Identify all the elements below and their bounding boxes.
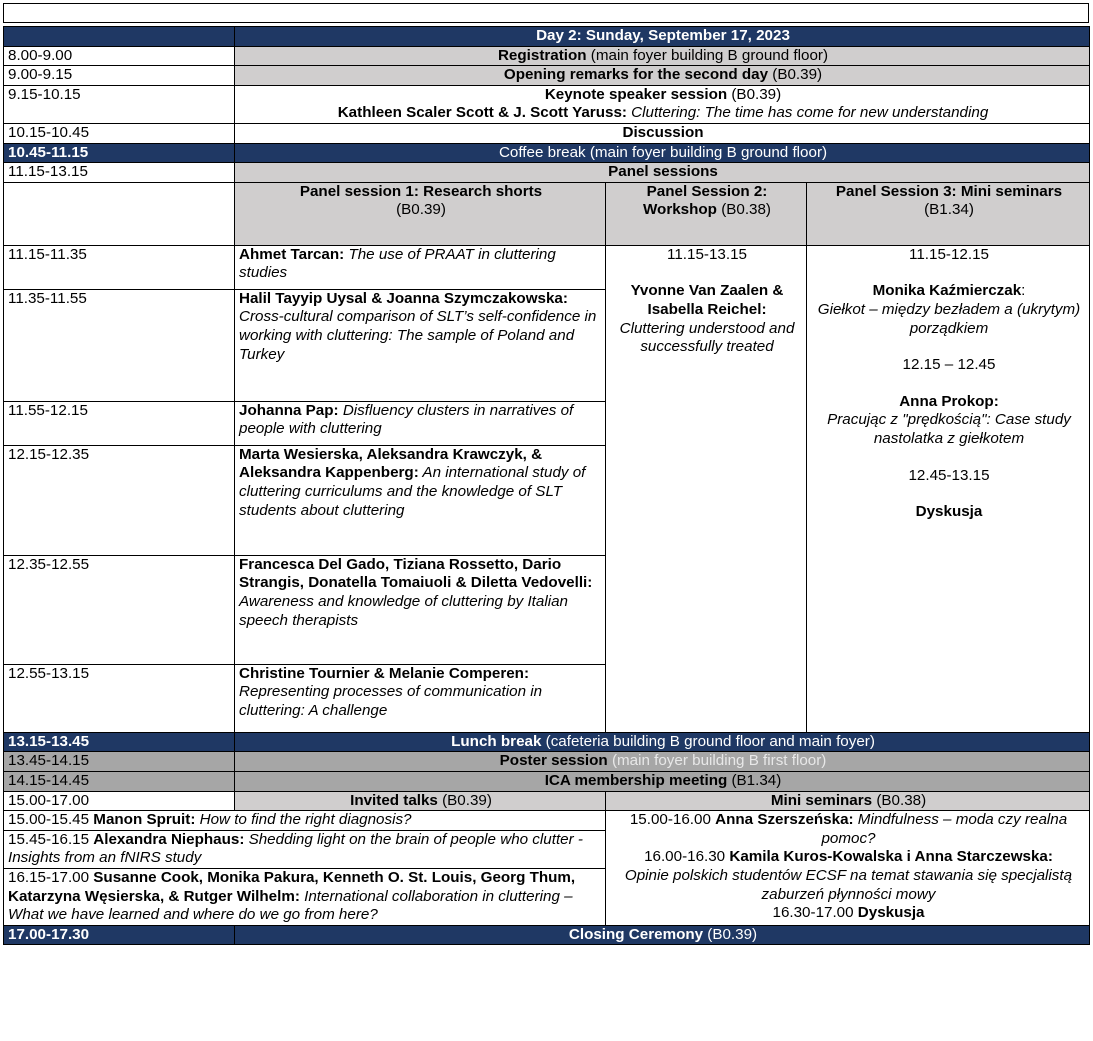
event-cell: Closing Ceremony (B0.39) (235, 925, 1090, 945)
panel-header-spacer (4, 182, 235, 245)
research-short-row (4, 245, 1090, 289)
time-cell: 9.15-10.15 (4, 85, 235, 123)
schedule-row-registration (4, 46, 1090, 66)
time-cell: 14.15-14.45 (4, 771, 235, 791)
time-cell: 12.15-12.35 (4, 445, 235, 555)
day-header-row (4, 27, 1090, 47)
invited-talk-cell: 16.15-17.00 Susanne Cook, Monika Pakura, Kenneth O. St. Louis, Georg Thum, Katarzyna Węsierska, & Rutger Wilhelm: International collaboration in cluttering – What we have learned and where do we go from here? (4, 868, 606, 925)
time-cell: 8.00-9.00 (4, 46, 235, 66)
mini-seminars-header: Mini seminars (B0.38) (606, 791, 1090, 811)
time-cell: 9.00-9.15 (4, 66, 235, 86)
event-cell: Opening remarks for the second day (B0.39) (235, 66, 1090, 86)
afternoon-mini-seminars-cell: 15.00-16.00 Anna Szerszeńska: Mindfulness – moda czy realna pomoc? 16.00-16.30 Kamila Kuros-Kowalska i Anna Starczewska: Opinie polskich studentów ECSF na temat stawania się specjalistą zaburzeń płynności mowy 16.30-17.00 Dyskusja (606, 811, 1090, 926)
research-short-cell: Marta Wesierska, Aleksandra Krawczyk, & Aleksandra Kappenberg: An international study of cluttering curriculums and the knowledge of SLT students about cluttering (235, 445, 606, 555)
event-cell: Panel sessions (235, 163, 1090, 183)
invited-talk-cell: 15.00-15.45 Manon Spruit: How to find the right diagnosis? (4, 811, 606, 831)
invited-talk-cell: 15.45-16.15 Alexandra Niephaus: Shedding light on the brain of people who clutter - Insights from an fNIRS study (4, 830, 606, 868)
research-short-cell: Francesca Del Gado, Tiziana Rossetto, Dario Strangis, Donatella Tomaiuoli & Diletta Vedovelli: Awareness and knowledge of cluttering by Italian speech therapists (235, 555, 606, 664)
schedule-row-panels (4, 163, 1090, 183)
research-short-cell: Christine Tournier & Melanie Comperen: Representing processes of communication in cluttering: A challenge (235, 664, 606, 732)
event-cell: ICA membership meeting (B1.34) (235, 771, 1090, 791)
schedule-row-poster (4, 752, 1090, 772)
time-cell: 11.55-12.15 (4, 401, 235, 445)
time-cell: 17.00-17.30 (4, 925, 235, 945)
time-cell: 11.15-11.35 (4, 245, 235, 289)
time-cell: 15.00-17.00 (4, 791, 235, 811)
schedule-row-keynote (4, 85, 1090, 123)
time-cell: 10.45-11.15 (4, 143, 235, 163)
time-cell: 13.45-14.15 (4, 752, 235, 772)
invited-talk-row (4, 811, 1090, 831)
schedule-row-coffee (4, 143, 1090, 163)
schedule-row-opening (4, 66, 1090, 86)
afternoon-header-row (4, 791, 1090, 811)
event-cell: Coffee break (main foyer building B ground floor) (235, 143, 1090, 163)
mini-seminar-panel-cell: 11.15-12.15 Monika Kaźmierczak: Giełkot – między bezładem a (ukrytym) porządkiem 12.15 – 12.45 Anna Prokop: Pracując z "prędkością": Case study nastolatka z giełkotem 12.45-13.15 Dyskusja (807, 245, 1090, 732)
schedule-row-discussion (4, 123, 1090, 143)
research-short-cell: Halil Tayyip Uysal & Joanna Szymczakowska: Cross-cultural comparison of SLT’s self-confidence in working with cluttering: The sample of Poland and Turkey (235, 289, 606, 401)
event-cell: Discussion (235, 123, 1090, 143)
schedule-table (3, 26, 1090, 945)
event-cell: Lunch break (cafeteria building B ground floor and main foyer) (235, 732, 1090, 752)
research-short-cell: Johanna Pap: Disfluency clusters in narratives of people with cluttering (235, 401, 606, 445)
panel-header-row (4, 182, 1090, 245)
invited-talks-header: Invited talks (B0.39) (235, 791, 606, 811)
time-cell: 11.35-11.55 (4, 289, 235, 401)
time-cell: 13.15-13.45 (4, 732, 235, 752)
schedule-row-lunch (4, 732, 1090, 752)
time-cell: 10.15-10.45 (4, 123, 235, 143)
research-short-cell: Ahmet Tarcan: The use of PRAAT in cluttering studies (235, 245, 606, 289)
schedule-row-ica (4, 771, 1090, 791)
workshop-cell: 11.15-13.15 Yvonne Van Zaalen & Isabella Reichel: Cluttering understood and successfully treated (606, 245, 807, 732)
schedule-row-closing (4, 925, 1090, 945)
time-cell: 12.35-12.55 (4, 555, 235, 664)
event-cell: Keynote speaker session (B0.39) Kathleen Scaler Scott & J. Scott Yaruss: Cluttering: The time has come for new understanding (235, 85, 1090, 123)
panel-2-header: Panel Session 2: Workshop (B0.38) (606, 182, 807, 245)
panel-3-header: Panel Session 3: Mini seminars (B1.34) (807, 182, 1090, 245)
event-cell: Poster session (main foyer building B first floor) (235, 752, 1090, 772)
time-cell: 11.15-13.15 (4, 163, 235, 183)
day-header-spacer (4, 27, 235, 47)
day-header: Day 2: Sunday, September 17, 2023 (235, 27, 1090, 47)
blank-header-row (3, 3, 1089, 23)
panel-1-header: Panel session 1: Research shorts (B0.39) (235, 182, 606, 245)
time-cell: 12.55-13.15 (4, 664, 235, 732)
event-cell: Registration (main foyer building B ground floor) (235, 46, 1090, 66)
